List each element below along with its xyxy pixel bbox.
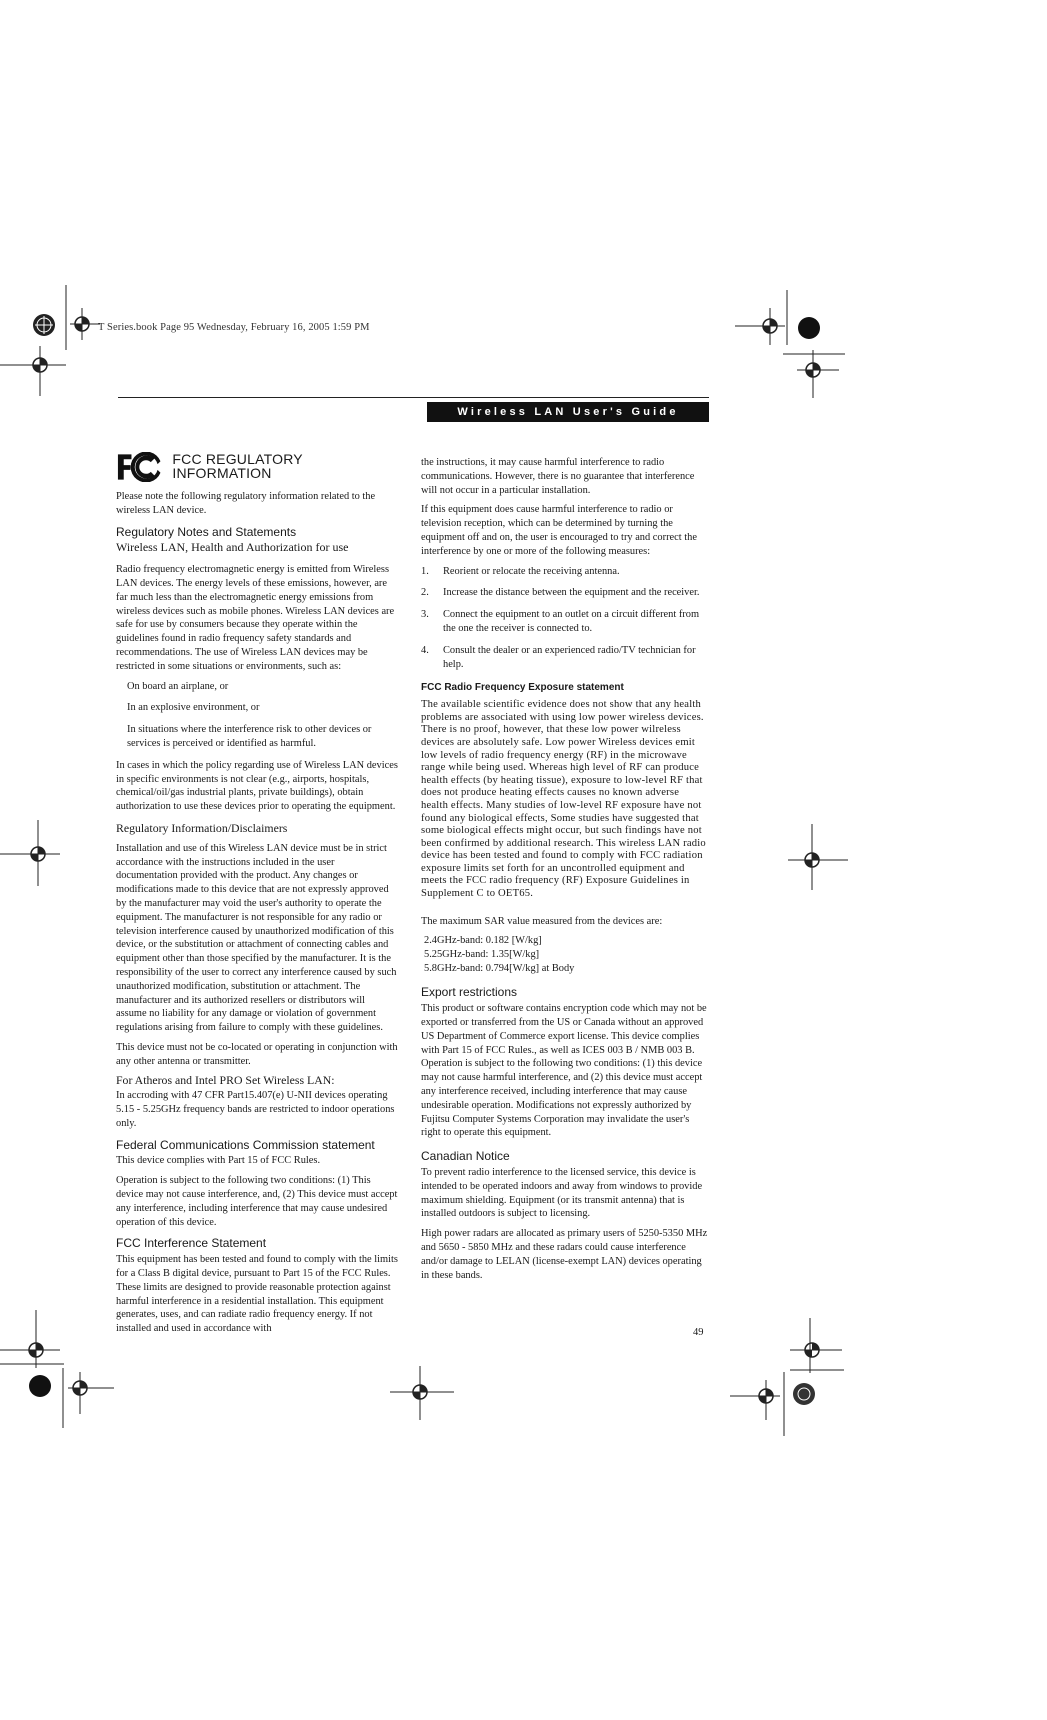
measures-list xyxy=(421,565,708,672)
measures-intro: If this equipment does cause harmful interference to radio or television reception, which can be determined by turning the equipment off and on, the user is encouraged to try and correct the interference by one or more of the following measures: xyxy=(421,504,697,557)
sar-value: 5.25GHz-band: 1.35[W/kg] xyxy=(424,949,540,961)
restriction-item: On board an airplane, or xyxy=(127,680,229,692)
policy-paragraph: In cases in which the policy regarding use of Wireless LAN devices in specific environments is not clear (e.g., airports, hospitals, chemical/oil/gas industrial plants, private buildings), obtain authorization to use these devices prior to operating the equipment. xyxy=(116,759,398,813)
interference-paragraph: This equipment has been tested and found to comply with the limits for a Class B digital device, pursuant to Part 15 of the FCC Rules. These limits are designed to provide reasonable protection against harmful interference in a residential installation. This equipment generates, uses, and can radiate radio frequency energy. If not installed and used in accordance with xyxy=(116,1254,398,1335)
rf-exposure-paragraph: The available scientific evidence does not show that any health problems are associated with using low power wireless devices. There is no proof, however, that these low power wilreless devices are absolutely safe. Low power Wireless devices emit low levels of radio frequency energy (RF) in the microwave range while being used. Whereas high level of RF can produce health effects (by heating tissue), exposure to low-level RF that does not produce heating effects causes no known adverse health effects. Many studies of low-level RF exposure have not found any biological effects, Some studies have suggested that some biological effects might occur, but such findings have not been confirmed by additional research. This wireless LAN radio device has been tested and found to comply with FCC radiation exposure limits set forth for an uncontrolled equipment and meets the FCC radio frequency (RF) Exposure Guidelines in Supplement C to OET65. xyxy=(421,699,706,900)
disclaimers-paragraph: Installation and use of this Wireless LAN device must be in strict accordance with the instructions included in the user documentation provided with the product. Any changes or modifications made to this device that are not expressly approved by the manufacturer may void the user's authority to operate the equipment. The manufacturer is not responsible for any radio or television interference caused by unauthorized modification of this device, or the substitution or attachment of connecting cables and equipment other than those specified by the manufacturer. It is the responsibility of the user to correct any interference caused by such unauthorized modification, substitution or attachment. The manufacturer and its authorized resellers or distributors will assume no liability for any damage or violation of government regulations arising from failure to comply with these guidelines. xyxy=(116,842,397,1034)
header-rule xyxy=(118,397,709,398)
sar-intro: The maximum SAR value measured from the devices are: xyxy=(421,915,663,927)
intro-text: Please note the following regulatory information related to the wireless LAN device. xyxy=(116,491,376,516)
rf-paragraph: Radio frequency electromagnetic energy is emitted from Wireless LAN devices. The energy levels of these emissions, however, are far much less than the electromagnetic energy emissions from wireless devices such as mobile phones. Wireless LAN devices are safe for use by consumers because they operate within the guidelines found in radio frequency safety standards and recommendations. The use of Wireless LAN devices may be restricted in some situations or environments, such as: xyxy=(116,564,395,672)
restriction-item: In situations where the interference risk to other devices or services is perceived or identified as harmful. xyxy=(127,724,372,749)
running-header: Wireless LAN User's Guide xyxy=(427,402,709,422)
registration-mark-mid-right xyxy=(780,822,850,892)
registration-mark-bottom-left xyxy=(0,1310,130,1430)
atheros-heading: For Atheros and Intel PRO Set Wireless LAN: xyxy=(116,1073,335,1088)
colocate-paragraph: This device must not be co-located or operating in conjunction with any other antenna or transmitter. xyxy=(116,1041,398,1067)
disclaimers-heading: Regulatory Information/Disclaimers xyxy=(116,820,288,835)
registration-mark-top-right xyxy=(735,290,845,400)
operation-paragraph: Operation is subject to the following two conditions: (1) This device may not cause interference, and, (2) This device must accept any interference, including interference that may cause undesired operation of this device. xyxy=(116,1175,398,1228)
left-column xyxy=(116,452,398,1342)
registration-mark-mid-left xyxy=(0,818,70,888)
canadian-paragraph-2: High power radars are allocated as primary users of 5250-5350 MHz and 5650 - 5850 MHz and these radars could cause interference and/or damage to LELAN (license-exempt LAN) devices operating in these bands. xyxy=(421,1228,708,1281)
registration-mark-top-left xyxy=(30,280,120,350)
list-number: 3. xyxy=(421,609,429,621)
sar-value: 5.8GHz-band: 0.794[W/kg] at Body xyxy=(424,963,575,975)
fcc-statement-heading: Federal Communications Commission statement xyxy=(116,1137,375,1152)
fcc-logo-icon xyxy=(116,452,162,482)
restriction-item: In an explosive environment, or xyxy=(127,702,260,714)
list-item xyxy=(421,608,708,636)
list-item xyxy=(421,644,708,672)
sar-value: 2.4GHz-band: 0.182 [W/kg] xyxy=(424,935,542,947)
list-item xyxy=(421,565,708,579)
continued-paragraph: the instructions, it may cause harmful interference to radio communications. However, there is no guarantee that interference will not occur in a particular installation. xyxy=(421,457,695,496)
registration-mark-top-left-2 xyxy=(0,344,70,404)
fcc-header xyxy=(116,452,398,482)
export-paragraph: This product or software contains encryption code which may not be exported or transferred from the US or Canada without an approved US Department of Commerce export license. This device complies with Part 15 of FCC Rules., as well as ICES 003 B / NMB 003 B. Operation is subject to the following two conditions: (1) this device may not cause harmful interference, and (2) this device must accept any interference received, including interference that may cause undesirable operation. Modifications not expressly authorized by Fujitsu Computer Systems Corporation may invalidate the user's right to operate this equipment. xyxy=(421,1003,707,1139)
list-text: Increase the distance between the equipment and the receiver. xyxy=(443,587,700,599)
reg-notes-subheading: Wireless LAN, Health and Authorization for use xyxy=(116,540,349,555)
canadian-heading: Canadian Notice xyxy=(421,1149,510,1164)
rf-exposure-heading: FCC Radio Frequency Exposure statement xyxy=(421,682,624,694)
right-column xyxy=(421,456,708,1288)
print-slug: T Series.book Page 95 Wednesday, February 16, 2005 1:59 PM xyxy=(98,322,370,333)
atheros-paragraph: In accroding with 47 CFR Part15.407(e) U-NII devices operating 5.15 - 5.25GHz frequency bands are restricted to indoor operations only. xyxy=(116,1090,395,1129)
list-text: Consult the dealer or an experienced radio/TV technician for help. xyxy=(443,644,696,670)
page-title: FCC REGULATORY INFORMATION xyxy=(172,451,303,481)
page-number: 49 xyxy=(693,1327,704,1338)
interference-heading: FCC Interference Statement xyxy=(116,1236,267,1251)
canadian-paragraph-1: To prevent radio interference to the licensed service, this device is intended to be operated indoors and away from windows to provide maximum shielding. Equipment (or its transmit antenna) that is installed outdoors is subject to licensing. xyxy=(421,1167,703,1220)
fcc-statement-paragraph: This device complies with Part 15 of FCC Rules. xyxy=(116,1155,321,1167)
list-text: Connect the equipment to an outlet on a circuit different from the one the receiver is connected to. xyxy=(443,609,700,634)
sar-values xyxy=(424,934,708,976)
list-item xyxy=(421,586,708,600)
export-heading: Export restrictions xyxy=(421,985,518,1000)
registration-mark-bottom-center xyxy=(388,1364,458,1424)
list-number: 1. xyxy=(421,565,429,577)
list-number: 4. xyxy=(421,644,429,656)
list-text: Reorient or relocate the receiving antenna. xyxy=(443,565,620,577)
registration-mark-bottom-right xyxy=(730,1318,850,1438)
reg-notes-heading: Regulatory Notes and Statements xyxy=(116,524,297,539)
list-number: 2. xyxy=(421,587,429,599)
